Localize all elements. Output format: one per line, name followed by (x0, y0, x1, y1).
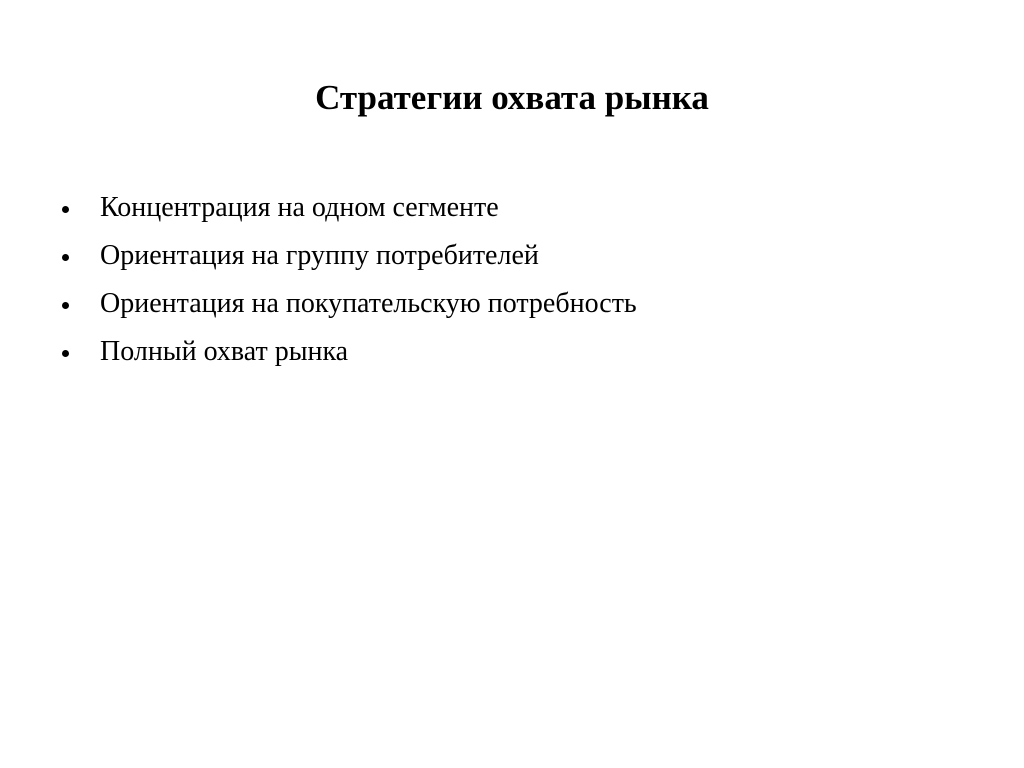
list-item-text: Концентрация на одном сегменте (100, 192, 499, 223)
bullet-icon (62, 254, 69, 261)
slide-title: Стратегии охвата рынка (315, 78, 709, 117)
bullet-icon (62, 302, 69, 309)
list-item-text: Ориентация на покупательскую потребность (100, 288, 637, 319)
bullet-icon (62, 206, 69, 213)
list-item-text: Ориентация на группу потребителей (100, 240, 539, 271)
list-item-text: Полный охват рынка (100, 336, 349, 367)
bullet-icon (62, 350, 69, 357)
